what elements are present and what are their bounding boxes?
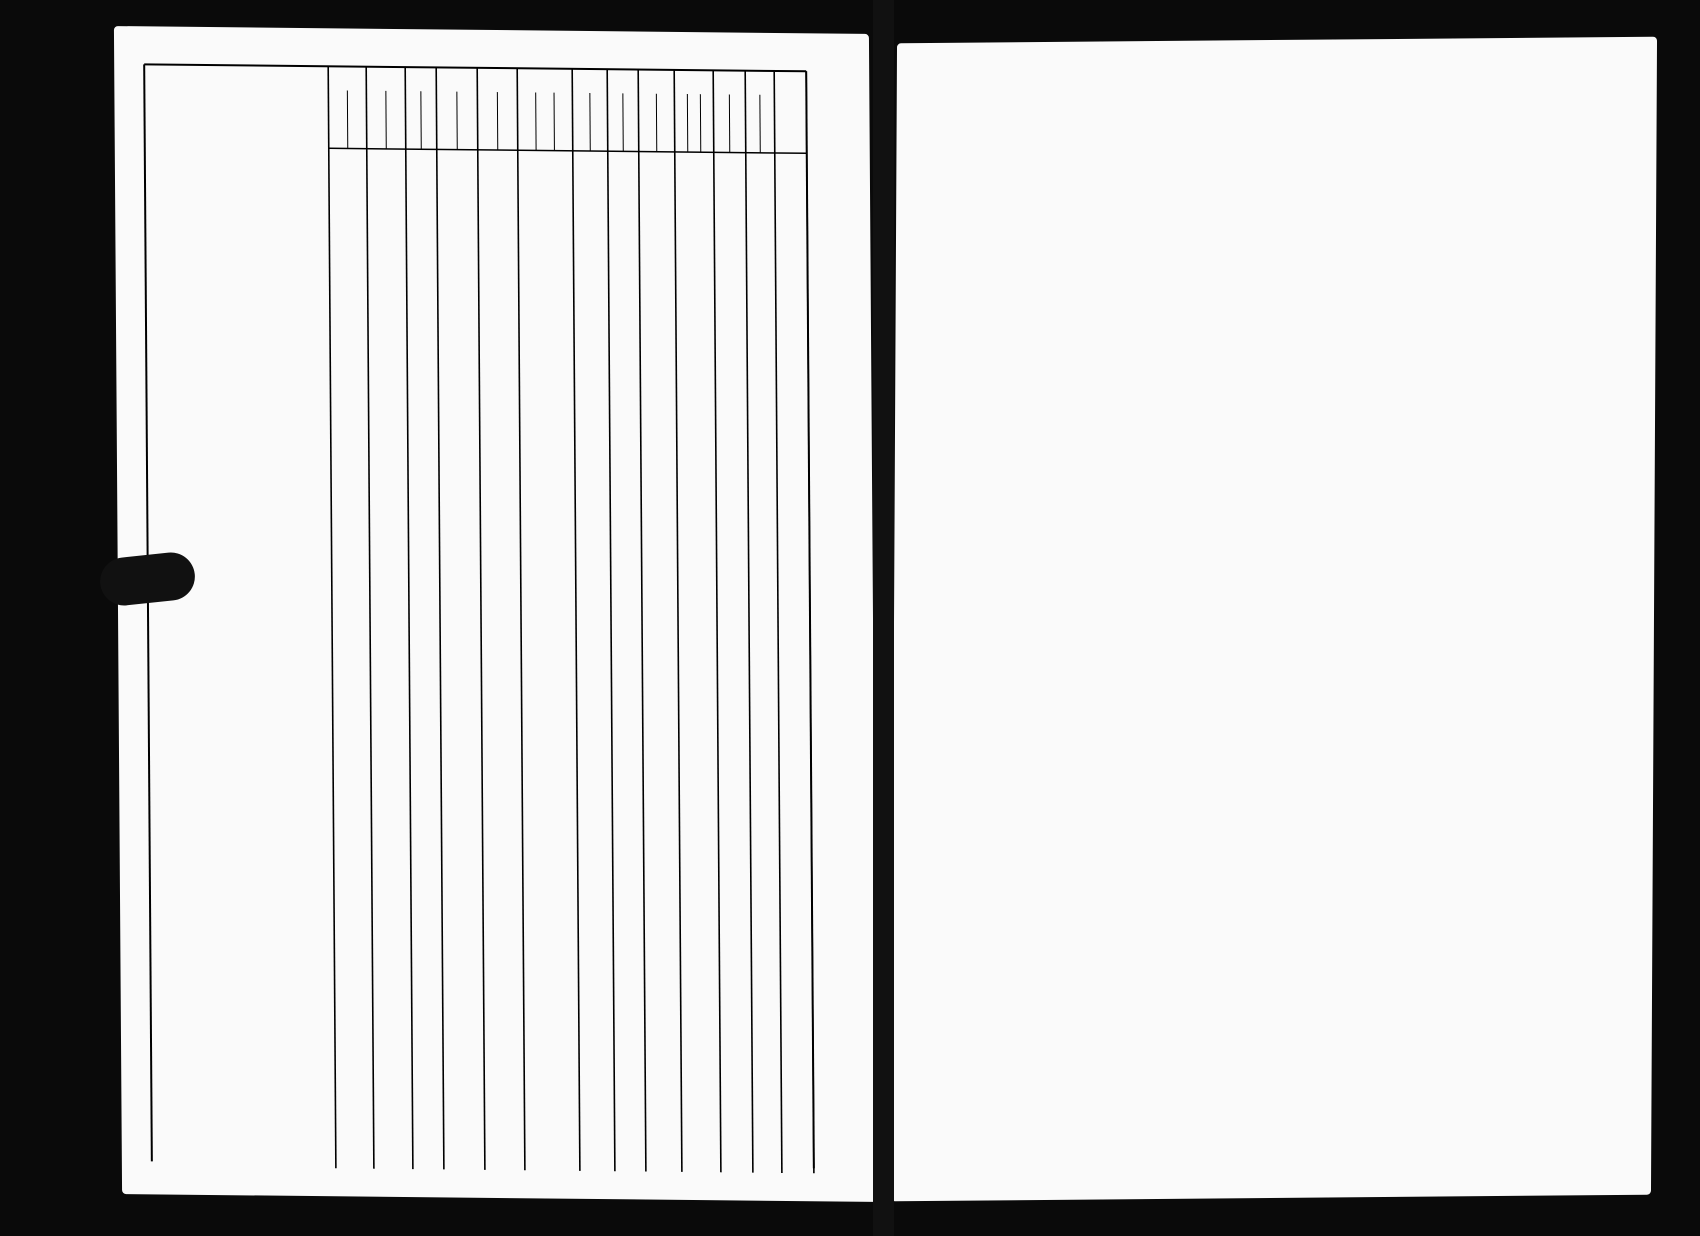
book-spine: [873, 0, 894, 1236]
left-register-page: [114, 26, 877, 1202]
left-page-ruling: [114, 26, 877, 1202]
right-page-ruling: [891, 37, 1657, 1202]
right-register-page: [891, 37, 1657, 1202]
